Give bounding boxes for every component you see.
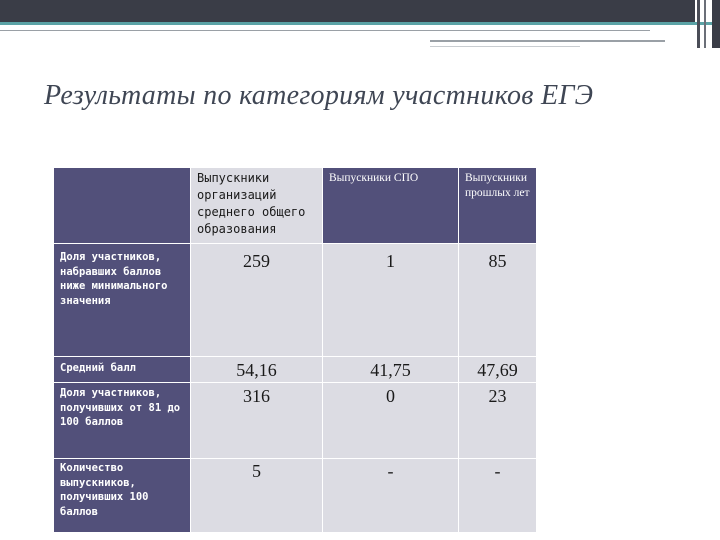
- table-cell: 316: [190, 382, 322, 458]
- table-cell: -: [458, 458, 536, 532]
- divider-line: [430, 40, 665, 42]
- slide-title: Результаты по категориям участников ЕГЭ: [44, 80, 594, 111]
- table-cell: 0: [322, 382, 458, 458]
- row-label: Количество выпускников, получивших 100 баллов: [54, 458, 190, 532]
- corner-decoration: [697, 0, 700, 48]
- divider-line: [0, 30, 650, 31]
- row-label: Доля участников, набравших баллов ниже минимального значения: [54, 243, 190, 356]
- table-cell: 41,75: [322, 356, 458, 382]
- header-bar: [0, 0, 695, 22]
- corner-decoration: [712, 0, 720, 48]
- row-label: Средний балл: [54, 356, 190, 382]
- row-label: Доля участников, получивших от 81 до 100 баллов: [54, 382, 190, 458]
- table-cell: 1: [322, 243, 458, 356]
- column-header: Выпускники организаций среднего общего образования: [190, 168, 322, 243]
- corner-decoration: [704, 0, 706, 48]
- results-table: [54, 168, 536, 532]
- accent-line: [0, 22, 720, 25]
- table-cell: 259: [190, 243, 322, 356]
- divider-line: [430, 46, 580, 47]
- table-cell: 85: [458, 243, 536, 356]
- table-corner-cell: [54, 168, 190, 243]
- table-cell: -: [322, 458, 458, 532]
- table-cell: 23: [458, 382, 536, 458]
- table-cell: 5: [190, 458, 322, 532]
- column-header: Выпускники СПО: [322, 168, 458, 243]
- column-header: Выпускники прошлых лет: [458, 168, 536, 243]
- table-cell: 47,69: [458, 356, 536, 382]
- table-cell: 54,16: [190, 356, 322, 382]
